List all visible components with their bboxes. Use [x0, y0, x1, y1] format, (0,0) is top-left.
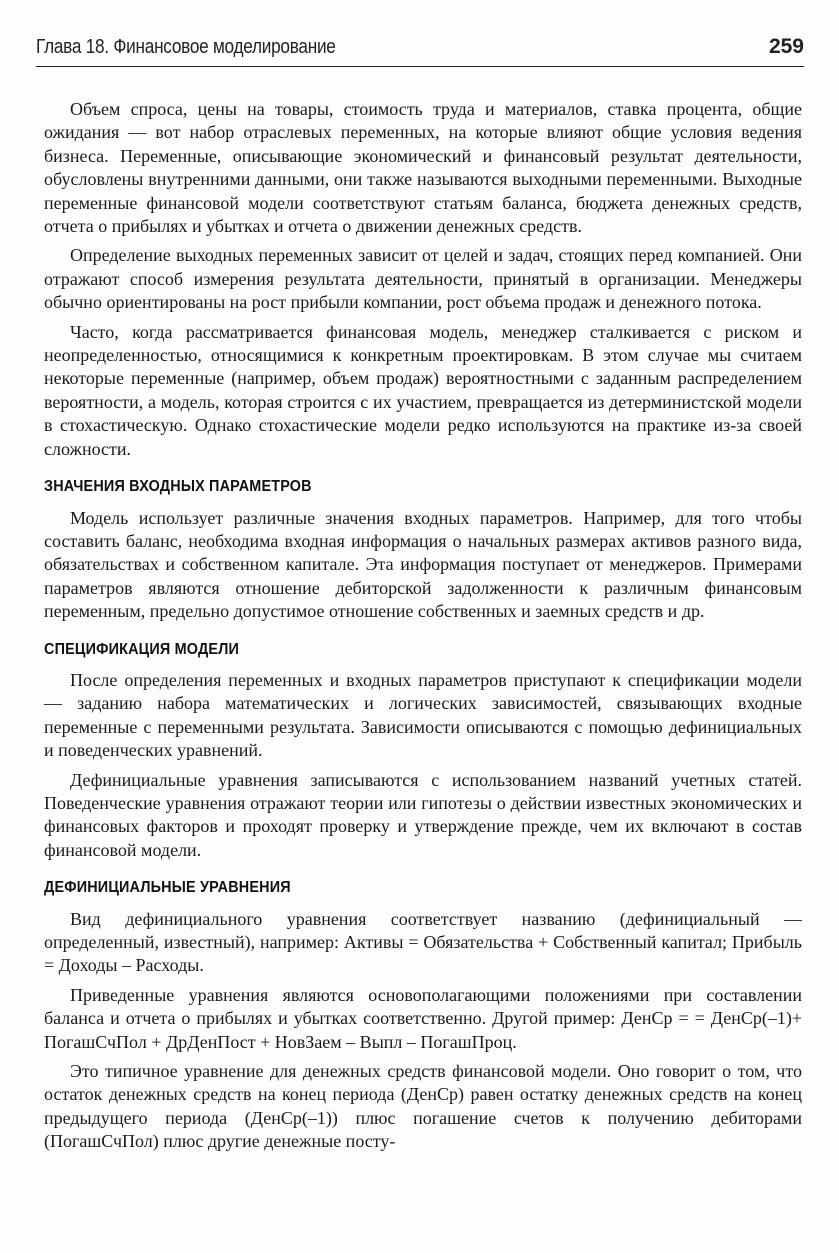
paragraph: Определение выходных переменных зависит от целей и задач, стоящих перед компанией. Они отражают способ измерения результата деятельности, принятый в организации. Менеджеры обычно ориентированы на рост прибыли компании, рост объема продаж и денежного потока.: [44, 245, 802, 313]
paragraph: Приведенные уравнения являются основополагающими положениями при составлении баланса и отчета о прибылях и убытках соответственно. Другой пример: ДенСр = = ДенСр(–1)+ ПогашСчПол + ДрДенПост + НовЗаем – Выпл – ПогашПроц.: [44, 984, 802, 1052]
paragraph: Объем спроса, цены на товары, стоимость труда и материалов, ставка процента, общие ожидания — вот набор отраслевых переменных, на которые влияют общие условия ведения бизнеса. Переменные, описывающие экономический и финансовый результат деятельности, обусловлены внутренними данными, они также называются выходными переменными. Выходные переменные финансовой модели соответствуют статьям баланса, бюджета денежных средств, отчета о прибылях и убытках и отчета о движении денежных средств.: [44, 99, 802, 237]
section-heading: ДЕФИНИЦИАЛЬНЫЕ УРАВНЕНИЯ: [44, 879, 291, 897]
chapter-title: Глава 18. Финансовое моделирование: [36, 36, 336, 58]
paragraph: Часто, когда рассматривается финансовая модель, менеджер сталкивается с риском и неопределенностью, относящимися к конкретным проектировкам. В этом случае мы считаем некоторые переменные (например, объем продаж) вероятностными с заданным распределением вероятности, а модель, которая строится с их участием, превращается из детерминистской модели в стохастическую. Однако стохастические модели редко используются на практике из-за своей сложности.: [44, 321, 802, 459]
section-heading: ЗНАЧЕНИЯ ВХОДНЫХ ПАРАМЕТРОВ: [44, 478, 312, 496]
paragraph: Дефинициальные уравнения записываются с использованием названий учетных статей. Поведенческие уравнения отражают теории или гипотезы о действии известных экономических и финансовых факторов и проходят проверку и утверждение прежде, чем их включают в состав финансовой модели.: [44, 769, 802, 860]
section-heading: СПЕЦИФИКАЦИЯ МОДЕЛИ: [44, 640, 240, 658]
page-number: 259: [768, 35, 804, 58]
paragraph: Вид дефинициального уравнения соответствует названию (дефинициальный — определенный, известный), например: Активы = Обязательства + Собственный капитал; Прибыль = Доходы – Расходы.: [44, 908, 802, 976]
paragraph: Модель использует различные значения входных параметров. Например, для того чтобы составить баланс, необходима входная информация о начальных размерах активов разного вида, обязательствах и собственном капитале. Эта информация поступает от менеджеров. Примерами параметров являются отношение дебиторской задолженности к различным финансовым переменным, предельно допустимое отношение собственных и заемных средств и др.: [44, 507, 802, 622]
paragraph: Это типичное уравнение для денежных средств финансовой модели. Оно говорит о том, что остаток денежных средств на конец периода (ДенСр) равен остатку денежных средств на конец предыдущего периода (ДенСр(–1)) плюс погашение счетов к получению дебиторами (ПогашСчПол) плюс другие денежные посту-: [44, 1061, 802, 1152]
paragraph: После определения переменных и входных параметров приступают к спецификации модели — заданию набора математических и логических зависимостей, связывающих входные переменные с переменными результата. Зависимости описываются с помощью дефинициальных и поведенческих уравнений.: [44, 669, 802, 761]
page-body: [44, 98, 802, 1160]
running-header: [36, 36, 804, 67]
